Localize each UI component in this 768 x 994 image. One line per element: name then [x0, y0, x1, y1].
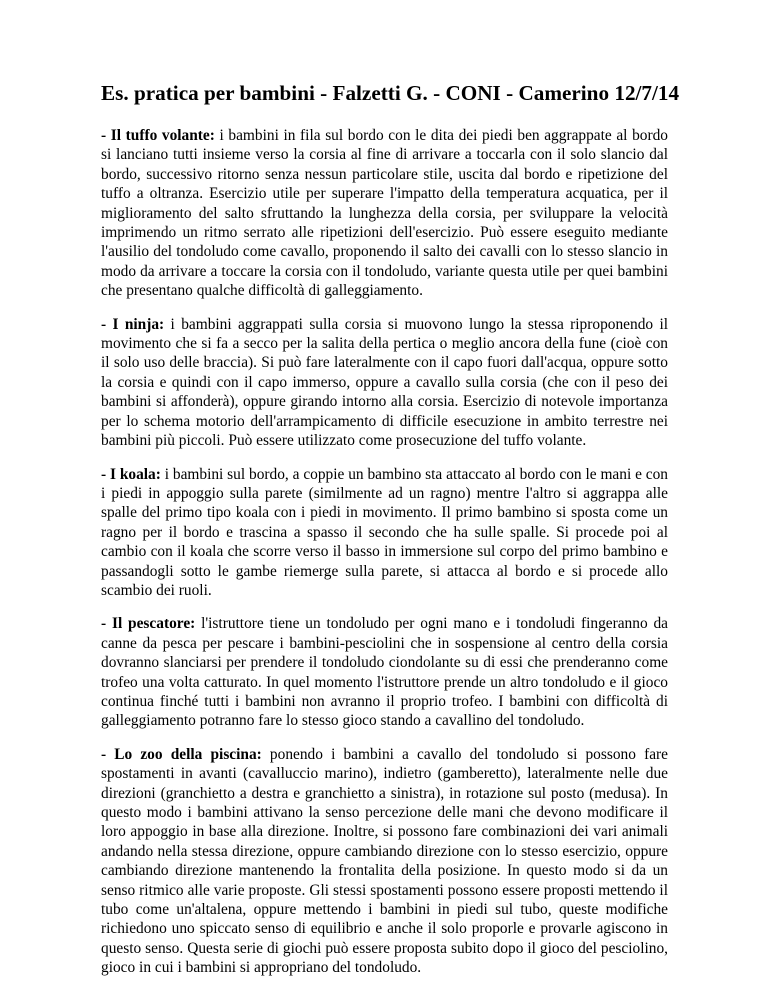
section-text: i bambini aggrappati sulla corsia si muovono lungo la stessa riproponendo il movimento che si fa a secco per la salita della pertica o meglio ancora della fune (cioè con il solo uso delle braccia). Si può fare lateralmente con il capo fuori dall'acqua, oppure sotto la corsia e quindi con il capo immerso, oppure a cavallo sulla corsia (che con il peso dei bambini si affonderà), oppure girando intorno alla corsia. Esercizio di notevole importanza per lo schema motorio dell'arrampicamento di difficile esecuzione in ambito terrestre nei bambini più piccoli. Può essere utilizzato come prosecuzione del tuffo volante.	[101, 315, 668, 450]
section-text: i bambini in fila sul bordo con le dita dei piedi ben aggrappate al bordo si lanciano tutti insieme verso la corsia al fine di arrivare a toccarla con il solo slancio dal bordo, successivo ritorno senza nessun particolare stile, uscita dal bordo e ripetizione del tuffo a oltranza. Esercizio utile per superare l'impatto della temperatura acquatica, per il miglioramento del salto sfruttando la lunghezza della corsia, per sviluppare la velocità imprimendo un ritmo serrato alle ripetizioni dell'esercizio. Può essere eseguito mediante l'ausilio del tondoludo come cavallo, proponendo il salto dei cavalli con lo stesso slancio in modo da arrivare a toccare la corsia con il tondoludo, variante questa utile per quei bambini che presentano qualche difficoltà di galleggiamento.	[101, 127, 668, 300]
section-tuffo-volante	[101, 126, 668, 301]
section-ninja	[101, 315, 668, 451]
section-heading: - I ninja:	[101, 315, 165, 333]
section-heading: - Il tuffo volante:	[101, 127, 215, 144]
section-text: i bambini sul bordo, a coppie un bambino sta attaccato al bordo con le mani e con i piedi in appoggio sulla parete (similmente ad un ragno) mentre l'altro si aggrappa alle spalle del primo tipo koala con i piedi in movimento. Il primo bambino si sposta come un ragno per il bordo e trascina a spasso il secondo che ha sulle spalle. Si procede poi al cambio con il koala che scorre verso il basso in immersione sul corpo del primo bambino e passandogli sotto le gambe riemerge sulla parete, si attacca al bordo e si procede allo scambio dei ruoli.	[101, 465, 668, 599]
section-heading: - Il pescatore:	[101, 615, 196, 633]
document-page	[101, 80, 680, 992]
section-heading: - I koala:	[101, 465, 161, 483]
section-heading: - Lo zoo della piscina:	[101, 745, 262, 763]
document-title: Es. pratica per bambini - Falzetti G. - CONI - Camerino 12/7/14	[101, 81, 680, 105]
section-text: l'istruttore tiene un tondoludo per ogni mano e i tondoludi fingeranno da canne da pesca per pescare i bambini-pesciolini che in sospensione al centro della corsia dovranno slanciarsi per prendere il tondoludo ciondolante su di essi che prenderanno come trofeo una volta catturato. In quel momento l'istruttore prende un altro tondoludo e il gioco continua finché tutti i bambini non avranno il proprio trofeo. I bambini con difficoltà di galleggiamento potranno fare lo stesso gioco stando a cavallino del tondoludo.	[101, 615, 668, 730]
section-zoo-piscina	[101, 745, 668, 978]
section-text: ponendo i bambini a cavallo del tondoludo si possono fare spostamenti in avanti (cavalluccio marino), indietro (gamberetto), lateralmente nelle due direzioni (granchietto a destra e granchietto a sinistra), in rotazione sul posto (medusa). In questo modo i bambini attivano la senso percezione delle mani che devono modificare il loro appoggio in base alla direzione. Inoltre, si possono fare combinazioni dei vari animali andando nella stessa direzione, oppure cambiando direzione con lo stesso esercizio, oppure cambiando direzione mantenendo la frontalita della posizione. In questo modo si da un senso ritmico alle varie proposte. Gli stessi spostamenti possono essere proposti mettendo il tubo come un'altalena, oppure mettendo i bambini in piedi sul tubo, queste modifiche richiedono uno spiccato senso di equilibrio e anche il solo proporle e provarle agiscono in questo senso. Questa serie di giochi può essere proposta subito dopo il gioco del pesciolino, gioco in cui i bambini si appropriano del tondoludo.	[101, 745, 668, 977]
section-koala	[101, 465, 668, 601]
section-pescatore	[101, 614, 668, 730]
